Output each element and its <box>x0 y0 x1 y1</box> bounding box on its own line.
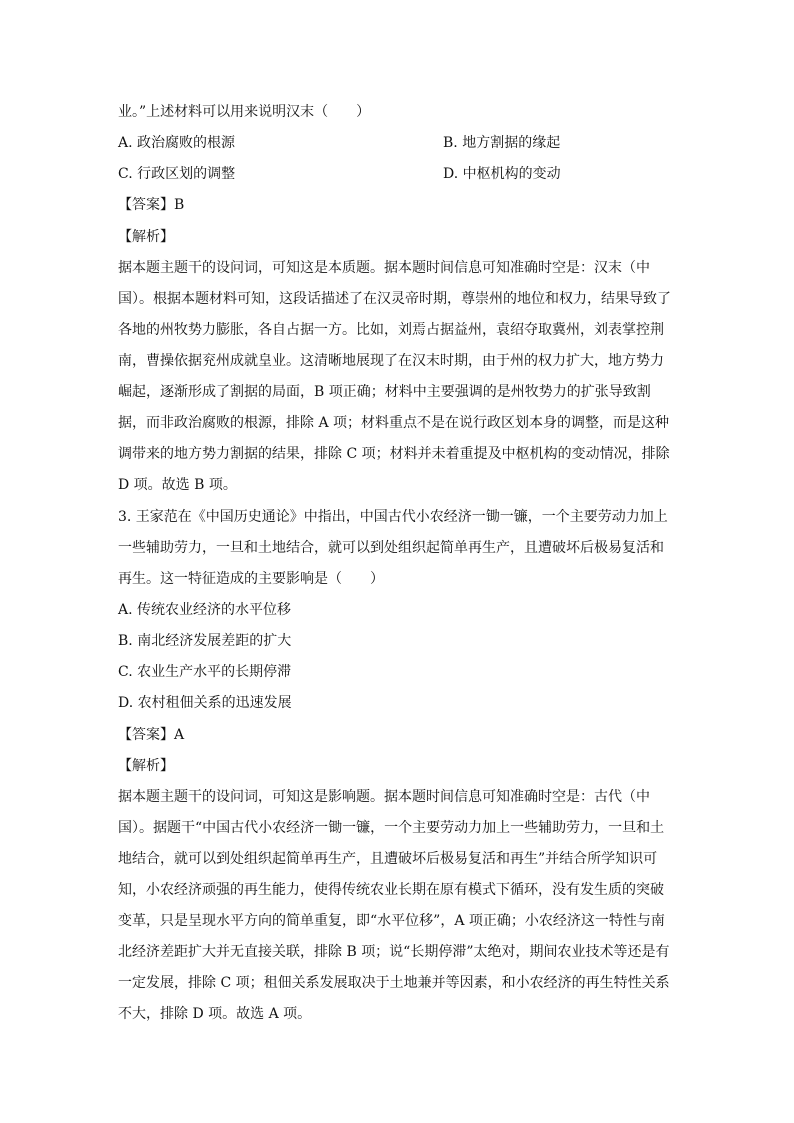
q3-option-b: B. 南北经济发展差距的扩大 <box>118 633 292 649</box>
q2-analysis-line: 国）。根据本题材料可知，这段话描述了在汉灵帝时期，尊崇州的地位和权力，结果导致了 <box>118 291 671 307</box>
q2-analysis-line: 崛起，逐渐形成了割据的局面，B 项正确；材料中主要强调的是州牧势力的扩张导致割 <box>118 384 651 400</box>
q3-analysis-line: 地结合，就可以到处组织起简单再生产，且遭破坏后极易复活和再生”并结合所学知识可 <box>118 851 658 867</box>
q2-option-row-1 <box>118 133 678 153</box>
q2-analysis-line: 各地的州牧势力膨胀，各自占据一方。比如，刘焉占据益州，袁绍夺取冀州，刘表掌控荆 <box>118 322 664 338</box>
q3-answer: 【答案】A <box>118 727 185 743</box>
q2-stem-end: 业。”上述材料可以用来说明汉末（ ） <box>118 104 371 120</box>
q3-option-c: C. 农业生产水平的长期停滞 <box>118 664 292 680</box>
q2-option-b: B. 地方割据的缘起 <box>443 135 561 151</box>
q2-option-d: D. 中枢机构的变动 <box>443 166 561 182</box>
q2-analysis-line: 南，曹操依据兖州成就皇业。这清晰地展现了在汉末时期，由于州的权力扩大，地方势力 <box>118 353 664 369</box>
q3-stem-line: 3. 王家范在《中国历史通论》中指出，中国古代小农经济一锄一镰，一个主要劳动力加上 <box>118 509 668 525</box>
q3-analysis-line: 不大，排除 D 项。故选 A 项。 <box>118 1006 312 1022</box>
q3-stem-line: 一些辅助劳力，一旦和土地结合，就可以到处组织起简单再生产，且遭破坏后极易复活和 <box>118 540 664 556</box>
q3-analysis-line: 一定发展，排除 C 项；租佃关系发展取决于土地兼并等因素，和小农经济的再生特性关系 <box>118 975 670 991</box>
q2-analysis-line: D 项。故选 B 项。 <box>118 477 237 493</box>
q3-analysis-line: 知，小农经济顽强的再生能力，使得传统农业长期在原有模式下循环，没有发生质的突破 <box>118 882 664 898</box>
q3-analysis-line: 北经济差距扩大并无直接关联，排除 B 项；说“长期停滞”太绝对，期间农业技术等还是有 <box>118 944 670 960</box>
q2-analysis-line: 调带来的地方势力割据的结果，排除 C 项；材料并未着重提及中枢机构的变动情况，排除 <box>118 446 670 462</box>
q3-option-a: A. 传统农业经济的水平位移 <box>118 602 292 618</box>
q2-answer: 【答案】B <box>118 197 185 213</box>
q3-option-d: D. 农村租佃关系的迅速发展 <box>118 695 292 711</box>
q2-option-row-2 <box>118 164 678 184</box>
q3-analysis-line: 据本题主题干的设问词，可知这是影响题。据本题时间信息可知准确时空是：古代（中 <box>118 789 650 805</box>
q2-analysis-line: 据，而非政治腐败的根源，排除 A 项；材料重点不是在说行政区划本身的调整，而是这种 <box>118 415 670 431</box>
q2-analysis-label: 【解析】 <box>118 229 174 245</box>
q2-option-a: A. 政治腐败的根源 <box>118 135 236 151</box>
q3-analysis-line: 变革，只是呈现水平方向的简单重复，即“水平位移”，A 项正确；小农经济这一特性与南 <box>118 913 665 929</box>
q2-option-c: C. 行政区划的调整 <box>118 166 236 182</box>
q3-analysis-label: 【解析】 <box>118 758 174 774</box>
q3-stem-line: 再生。这一特征造成的主要影响是（ ） <box>118 571 384 587</box>
q2-analysis-line: 据本题主题干的设问词，可知这是本质题。据本题时间信息可知准确时空是：汉末（中 <box>118 260 650 276</box>
q3-analysis-line: 国）。据题干“中国古代小农经济一锄一镰，一个主要劳动力加上一些辅助劳力，一旦和土 <box>118 820 665 836</box>
